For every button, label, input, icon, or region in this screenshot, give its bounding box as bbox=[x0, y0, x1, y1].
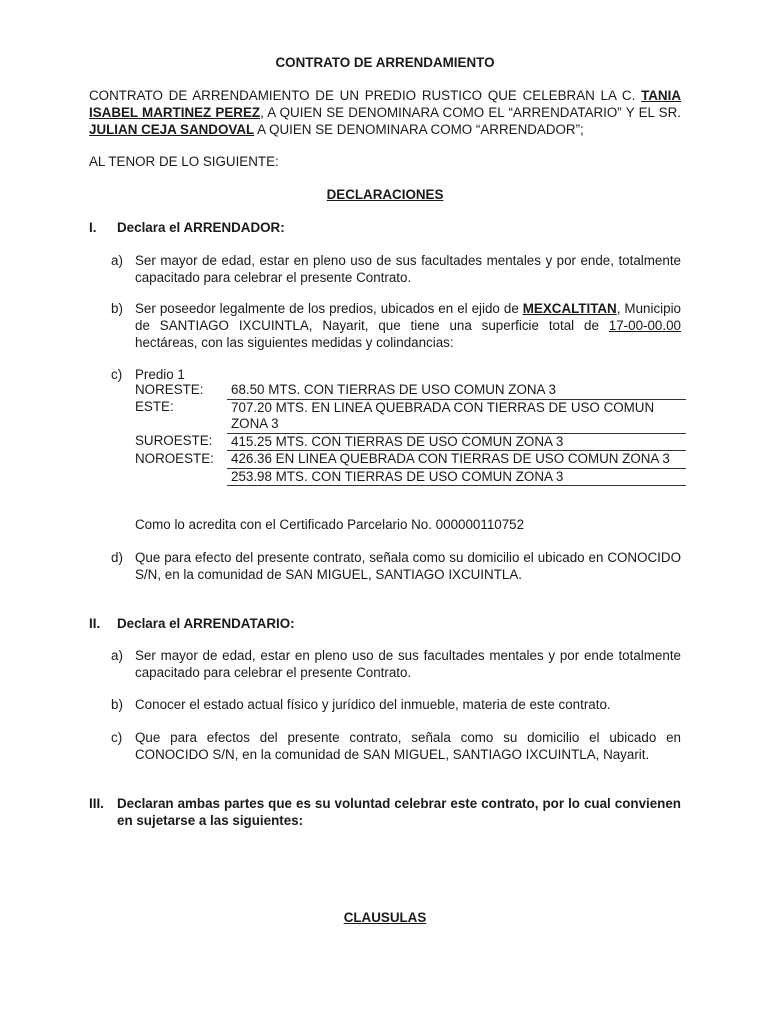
item-b-text-2: , Municipio de SANTIAGO IXCUINTLA, Nayarit, que tiene una superficie total de bbox=[135, 301, 681, 333]
predio-label: Predio 1 bbox=[135, 367, 185, 382]
clausulas-heading: CLAUSULAS bbox=[343, 910, 427, 925]
item-text: Ser mayor de edad, estar en pleno uso de sus facultades mentales y por ende, totalmente capacitado para celebrar el presente Contrato. bbox=[135, 253, 681, 285]
lessor-name: JULIAN CEJA SANDOVAL bbox=[89, 122, 255, 137]
section-1-heading bbox=[89, 219, 681, 236]
intro-text-3: A QUIEN SE DENOMINARA COMO “ARRENDADOR”; bbox=[254, 122, 584, 137]
section-1-item-b bbox=[111, 300, 681, 351]
measurement-cell: 253.98 MTS. CON TIERRAS DE USO COMUN ZONA 3 bbox=[227, 468, 686, 486]
measurement-cell: 426.36 EN LINEA QUEBRADA CON TIERRAS DE USO COMUN ZONA 3 bbox=[227, 451, 686, 469]
measurement-cell: 707.20 MTS. EN LINEA QUEBRADA CON TIERRAS DE USO COMUN ZONA 3 bbox=[227, 399, 686, 433]
item-text bbox=[135, 300, 681, 351]
item-text: Ser mayor de edad, estar en pleno uso de sus facultades mentales y por ende totalmente capacitado para celebrar el presente Contrato. bbox=[135, 648, 681, 680]
item-label: a) bbox=[111, 253, 123, 268]
direction-cell: SUROESTE: bbox=[135, 433, 213, 448]
intro-paragraph bbox=[89, 87, 681, 138]
section-2-heading bbox=[89, 615, 681, 632]
section-1-item-a bbox=[111, 252, 681, 286]
item-b-text-3: hectáreas, con las siguientes medidas y colindancias: bbox=[135, 335, 454, 350]
section-2-item-a bbox=[111, 647, 681, 681]
table-row bbox=[135, 399, 686, 433]
direction-cell bbox=[135, 468, 227, 486]
intro-text-1: CONTRATO DE ARRENDAMIENTO DE UN PREDIO RUSTICO QUE CELEBRAN LA C. bbox=[89, 88, 642, 103]
section-1-number: I. bbox=[89, 220, 97, 235]
total-area: 17-00-00.00 bbox=[608, 318, 681, 333]
item-label: b) bbox=[111, 301, 123, 316]
direction-cell: NORESTE: bbox=[135, 382, 204, 397]
tenor-line: AL TENOR DE LO SIGUIENTE: bbox=[89, 154, 279, 169]
direction-cell: NOROESTE: bbox=[135, 450, 214, 466]
section-1-item-c bbox=[111, 366, 681, 383]
item-label: d) bbox=[111, 550, 123, 565]
item-text: Que para efectos del presente contrato, señala como su domicilio el ubicado en CONOCIDO S/N, en la comunidad de SAN MIGUEL, SANTIAGO IXCUINTLA, Nayarit. bbox=[135, 730, 681, 762]
section-2-item-b bbox=[111, 696, 681, 713]
table-row bbox=[135, 468, 686, 486]
intro-text-2: , A QUIEN SE DENOMINARA COMO EL “ARRENDATARIO” Y EL SR. bbox=[260, 105, 682, 120]
item-label: a) bbox=[111, 648, 123, 663]
certificate-line: Como lo acredita con el Certificado Parcelario No. 000000110752 bbox=[135, 517, 525, 532]
measurement-cell: 68.50 MTS. CON TIERRAS DE USO COMUN ZONA 3 bbox=[227, 382, 686, 399]
document-page bbox=[89, 0, 681, 1024]
measurement-cell: 415.25 MTS. CON TIERRAS DE USO COMUN ZONA 3 bbox=[227, 433, 686, 451]
declaraciones-heading: DECLARACIONES bbox=[326, 187, 444, 202]
lessee-name: TANIA ISABEL MARTINEZ PEREZ bbox=[89, 88, 681, 120]
direction-cell: ESTE: bbox=[135, 399, 174, 414]
item-text: Conocer el estado actual físico y jurídico del inmueble, materia de este contrato. bbox=[135, 697, 611, 712]
item-b-text-1: Ser poseedor legalmente de los predios, ubicados en el ejido de bbox=[135, 301, 523, 316]
table-row bbox=[135, 451, 686, 469]
item-label: c) bbox=[111, 730, 123, 745]
section-2-title: Declara el ARRENDATARIO: bbox=[117, 616, 295, 631]
document-title: CONTRATO DE ARRENDAMIENTO bbox=[275, 55, 495, 70]
item-label: c) bbox=[111, 367, 123, 382]
table-row bbox=[135, 382, 686, 399]
section-3-heading bbox=[89, 795, 681, 829]
section-1-title: Declara el ARRENDADOR: bbox=[117, 220, 285, 235]
item-label: b) bbox=[111, 697, 123, 712]
section-3-number: III. bbox=[89, 796, 104, 811]
section-2-item-c bbox=[111, 729, 681, 763]
section-3-text: Declaran ambas partes que es su voluntad celebrar este contrato, por lo cual convienen en sujetarse a las siguientes: bbox=[117, 796, 681, 828]
section-1-item-d bbox=[111, 549, 681, 583]
item-text: Que para efecto del presente contrato, señala como su domicilio el ubicado en CONOCIDO S/N, en la comunidad de SAN MIGUEL, SANTIAGO IXCUINTLA. bbox=[135, 550, 681, 582]
table-row bbox=[135, 433, 686, 451]
section-2-number: II. bbox=[89, 616, 101, 631]
ejido-name: MEXCALTITAN bbox=[522, 301, 617, 316]
boundaries-table bbox=[135, 382, 686, 486]
